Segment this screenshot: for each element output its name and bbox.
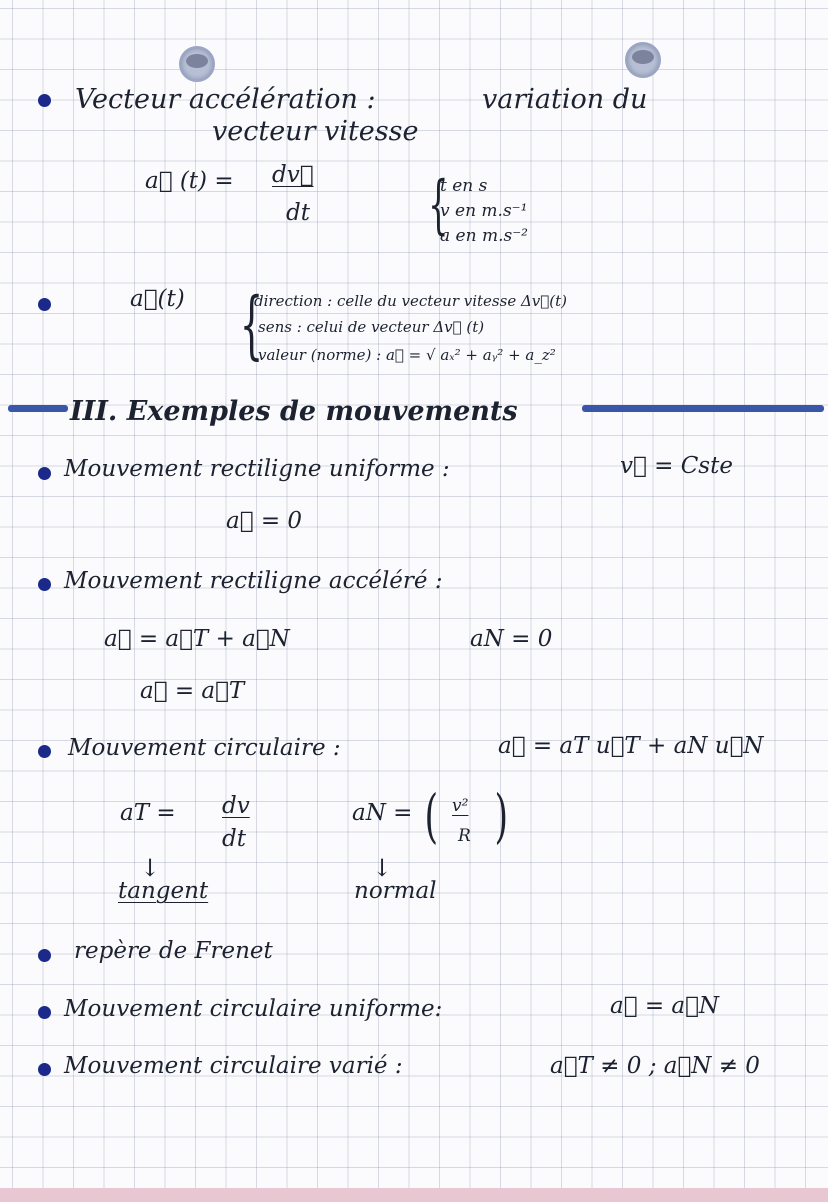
unit-a: a en m.s⁻² bbox=[440, 226, 528, 246]
bullet bbox=[38, 949, 51, 962]
bullet bbox=[38, 1063, 51, 1076]
mc-eq: a⃗ = aT u⃗T + aN u⃗N bbox=[498, 733, 764, 759]
mcu-label: Mouvement circulaire uniforme: bbox=[64, 996, 443, 1022]
an-lhs: aN = bbox=[352, 800, 413, 826]
at-lhs: aT = bbox=[120, 800, 176, 826]
mra-label: Mouvement rectiligne accéléré : bbox=[64, 568, 443, 594]
bullet bbox=[38, 467, 51, 480]
prop-direction: direction : celle du vecteur vitesse Δv⃗(t) bbox=[254, 292, 568, 310]
bullet bbox=[38, 94, 51, 107]
mra-eq3: a⃗ = a⃗T bbox=[140, 678, 245, 704]
mcv-label: Mouvement circulaire varié : bbox=[64, 1053, 403, 1079]
formula-numerator: dv⃗ bbox=[272, 162, 314, 188]
formula-lhs: a⃗ (t) = bbox=[145, 168, 234, 194]
prop-valeur: valeur (norme) : a⃗ = √ aₓ² + aᵧ² + a_z² bbox=[258, 346, 556, 364]
mru-eq: v⃗ = Cste bbox=[620, 453, 733, 479]
mcu-eq: a⃗ = a⃗N bbox=[610, 993, 720, 1019]
bullet bbox=[38, 298, 51, 311]
normal-label: normal bbox=[354, 878, 437, 904]
heading-rest: variation du bbox=[482, 84, 648, 115]
bullet bbox=[38, 745, 51, 758]
an-num: v² bbox=[452, 796, 469, 816]
arrow-down-icon: ↓ bbox=[140, 854, 161, 882]
arrow-down-icon: ↓ bbox=[372, 854, 393, 882]
at-num: dv bbox=[222, 793, 250, 819]
punch-hole-left bbox=[179, 46, 215, 82]
bullet bbox=[38, 578, 51, 591]
an-paren-close: ) bbox=[494, 782, 509, 850]
at-den: dt bbox=[222, 826, 246, 852]
mra-eq2: aN = 0 bbox=[470, 626, 553, 652]
bullet bbox=[38, 1006, 51, 1019]
props-brace: { bbox=[239, 282, 264, 368]
page-bottom-edge bbox=[0, 1188, 828, 1202]
mru-eq2: a⃗ = 0 bbox=[226, 508, 303, 534]
unit-t: t en s bbox=[440, 176, 488, 196]
frenet-label: repère de Frenet bbox=[74, 938, 273, 964]
heading-acceleration: Vecteur accélération : bbox=[75, 84, 376, 115]
mcv-eq: a⃗T ≠ 0 ; a⃗N ≠ 0 bbox=[550, 1053, 760, 1079]
section-rule-left bbox=[8, 405, 68, 412]
tangent-label: tangent bbox=[118, 878, 209, 904]
punch-hole-right bbox=[625, 42, 661, 78]
section-title: III. Exemples de mouvements bbox=[70, 396, 518, 427]
mra-eq1: a⃗ = a⃗T + a⃗N bbox=[104, 626, 290, 652]
formula-denominator: dt bbox=[286, 200, 310, 226]
prop-sens: sens : celui de vecteur Δv⃗ (t) bbox=[258, 318, 485, 336]
heading-line2: vecteur vitesse bbox=[212, 116, 419, 147]
an-den: R bbox=[458, 826, 471, 846]
unit-v: v en m.s⁻¹ bbox=[440, 201, 528, 221]
section-rule-right bbox=[582, 405, 824, 412]
acc-props-label: a⃗(t) bbox=[130, 286, 185, 312]
units-brace: { bbox=[428, 168, 449, 242]
mru-label: Mouvement rectiligne uniforme : bbox=[64, 456, 450, 482]
mc-label: Mouvement circulaire : bbox=[68, 735, 341, 761]
an-paren-open: ( bbox=[424, 782, 439, 850]
